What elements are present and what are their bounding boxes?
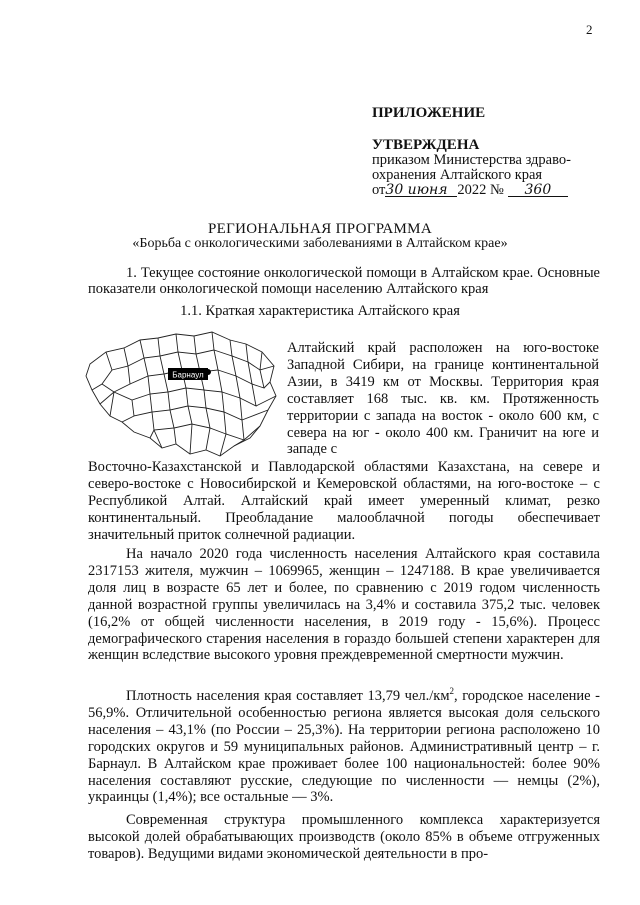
approval-year: 2022 [457,182,487,198]
approval-date-line [372,183,612,198]
approval-line-1: приказом Министерства здраво- [372,152,571,168]
page-number: 2 [586,22,593,37]
approval-block [372,106,612,198]
approval-line-2: охранения Алтайского края [372,167,543,183]
altai-region-map [84,330,280,460]
paragraph-2: На начало 2020 года численность населения Алтайского края составила 2317153 жителя, мужчин – 1069965, женщин – 1247188. В крае увеличивается доля лиц в возрасте 65 лет и более, по сравнению с 2019 годом численность данной возрастной группы увеличилась на 3,4% и составила 375,2 тыс. человек (16,2% от общей численности населения, в 2019 году - 15,6%). Процесс демографического старения населения в гораздо большей степени характерен для женщин вследствие высокого уровня преждевременной смертности мужчин. [88,546,600,664]
date-prefix: от [372,182,386,198]
paragraph-3-rest: , городское население - 56,9%. Отличительной особенностью региона является высокая доля сельского населения – 43,1% (по России – 25,3%). На территории региона расположено 10 городских округов и 59 муниципальных районов. Административный центр – г. Барнаул. В Алтайском крае проживает более 100 национальностей: более 90% населения составляют русские, следующие по численности — немцы (2%), украинцы (1,4%); все остальные — 3%. [88,688,600,806]
program-subtitle: «Борьба с онкологическими заболеваниями в Алтайском крае» [132,236,508,251]
superscript-2: 2 [449,686,455,697]
paragraph-1-beside-map: Алтайский край расположен на юго-востоке Западной Сибири, на границе континентальной Азии, в 3419 км от Москвы. Территория края составляет 168 тыс. кв. км. Протяженность территории с запада на восток - около 600 км, с севера на юг - около 400 км. Граничит на юге и западе с [287,340,599,458]
paragraph-3 [88,688,600,806]
approved-heading: УТВЕРЖДЕНА [372,137,480,153]
number-label: № [490,182,504,198]
paragraph-1-continued: Восточно-Казахстанской и Павлодарской областями Казахстана, на севере и северо-востоке с Новосибирской и Кемеровской областями, на юго-востоке – с Республикой Алтай. Алтайский край имеет умеренный климат, резко континентальный. Преобладание малооблачной погоды обеспечивает значительный приток солнечной радиации. [88,459,600,543]
program-title: РЕГИОНАЛЬНАЯ ПРОГРАММА [208,221,432,237]
handwritten-number: 360 [508,184,568,197]
handwritten-date: 30 июня [385,184,457,197]
section-1-heading: 1. Текущее состояние онкологической помощи в Алтайском крае. Основные показатели онкологической помощи населению Алтайского края [88,265,600,297]
barnaul-label: Барнаул [172,370,204,380]
barnaul-marker [205,369,211,375]
section-1-1-heading: 1.1. Краткая характеристика Алтайского края [180,303,460,319]
paragraph-4: Современная структура промышленного комплекса характеризуется высокой долей обрабатывающих производств (около 85% в объеме отгруженных товаров). Ведущими видами экономической деятельности в про- [88,812,600,862]
paragraph-3-start: Плотность населения края составляет 13,79 чел./км [126,688,450,704]
annex-heading: ПРИЛОЖЕНИЕ [372,105,486,121]
